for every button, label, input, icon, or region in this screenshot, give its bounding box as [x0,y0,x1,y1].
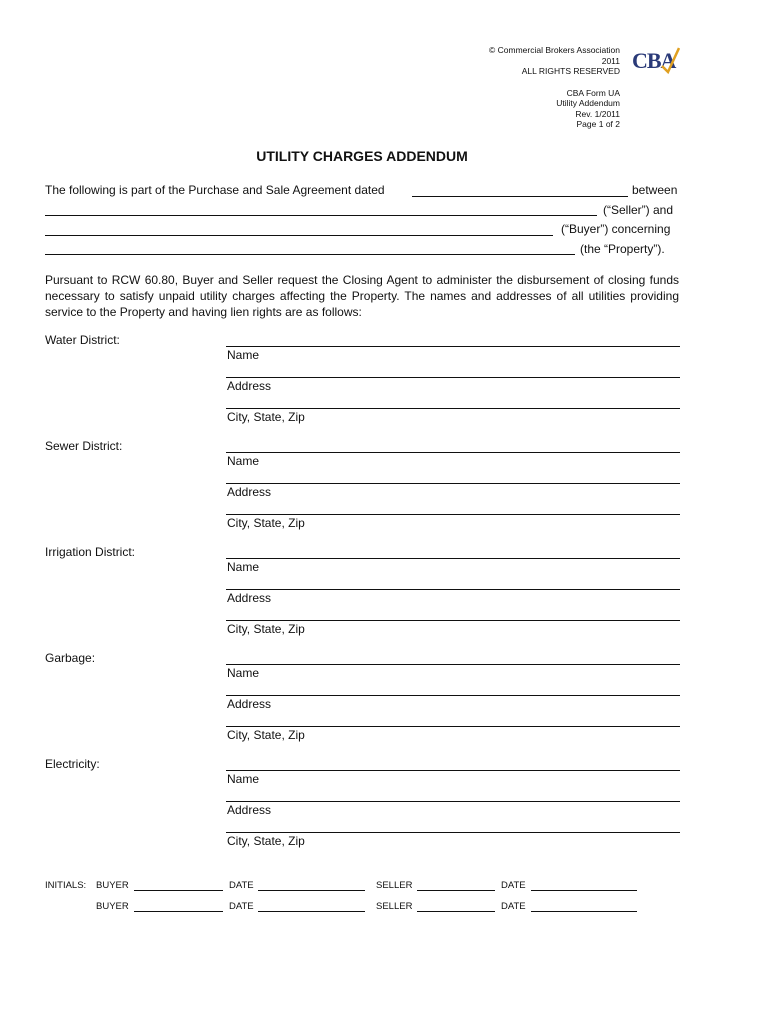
property-field[interactable] [45,254,575,255]
form-revision: Rev. 1/2011 [575,108,620,119]
page-title: UTILITY CHARGES ADDENDUM [256,148,468,164]
header-block [489,45,620,130]
buyer-date-field[interactable] [258,890,365,891]
district-city-label: City, State, Zip [227,622,305,636]
district-name-label: Name [227,454,260,468]
rcw-paragraph: Pursuant to RCW 60.80, Buyer and Seller request the Closing Agent to administer the disbursement of closing funds necessary to satisfy unpaid utility charges affecting the Property. The names and addresses of all utilities providing service to the Property and having lien rights are as follows: [45,273,679,319]
seller-date-field[interactable] [531,890,637,891]
district-label: Electricity: [45,757,100,771]
page-number: Page 1 of 2 [576,119,620,129]
district-name-label: Name [227,772,260,786]
seller-date-field[interactable] [531,911,637,912]
district-label: Garbage: [45,651,96,665]
district-name-label: Name [227,560,260,574]
logo-check-icon [632,44,680,76]
buyer-initials-label: BUYER [96,880,129,891]
district-name-field[interactable] [226,770,680,771]
district-label: Sewer District: [45,439,123,453]
district-address-field[interactable] [226,801,680,802]
district-address-field[interactable] [226,695,680,696]
intro-line1-prefix: The following is part of the Purchase and Sale Agreement dated [45,183,385,197]
buyer-date-label: DATE [229,901,254,912]
rights-text: ALL RIGHTS RESERVED [521,66,620,76]
district-city-field[interactable] [226,832,680,833]
district-city-label: City, State, Zip [227,410,305,424]
district-label: Irrigation District: [45,545,136,559]
buyer-initials-field[interactable] [134,890,223,891]
seller-date-label: DATE [501,901,526,912]
district-label: Water District: [45,333,120,347]
district-address-label: Address [227,697,272,711]
seller-initials-field[interactable] [417,890,495,891]
buyer-label: (“Buyer”) concerning [561,222,671,236]
district-name-field[interactable] [226,558,680,559]
district-address-label: Address [227,803,272,817]
district-name-label: Name [227,348,260,362]
seller-label: (“Seller”) and [603,203,674,217]
logo-text: CBA [632,48,676,73]
buyer-initials-field[interactable] [134,911,223,912]
district-city-field[interactable] [226,514,680,515]
agreement-date-field[interactable] [412,196,628,197]
district-city-label: City, State, Zip [227,728,305,742]
district-city-label: City, State, Zip [227,516,305,530]
district-name-field[interactable] [226,664,680,665]
district-address-field[interactable] [226,483,680,484]
cba-logo [632,44,680,76]
seller-initials-label: SELLER [376,880,413,891]
buyer-initials-label: BUYER [96,901,129,912]
initials-label: INITIALS: [45,880,87,891]
district-name-label: Name [227,666,260,680]
district-city-field[interactable] [226,408,680,409]
district-name-field[interactable] [226,452,680,453]
district-address-label: Address [227,485,272,499]
seller-field[interactable] [45,215,597,216]
seller-initials-field[interactable] [417,911,495,912]
seller-date-label: DATE [501,880,526,891]
seller-initials-label: SELLER [376,901,413,912]
property-label: (the “Property”). [580,242,665,256]
form-id: CBA Form UA [566,87,620,98]
district-name-field[interactable] [226,346,680,347]
copyright-text: © Commercial Brokers Association [489,45,620,55]
district-address-label: Address [227,591,272,605]
district-city-field[interactable] [226,620,680,621]
district-address-field[interactable] [226,589,680,590]
copyright-year: 2011 [601,55,620,66]
buyer-field[interactable] [45,235,553,236]
district-address-label: Address [227,379,272,393]
buyer-date-field[interactable] [258,911,365,912]
district-city-label: City, State, Zip [227,834,305,848]
buyer-date-label: DATE [229,880,254,891]
intro-line1-suffix: between [632,183,678,197]
district-address-field[interactable] [226,377,680,378]
district-city-field[interactable] [226,726,680,727]
form-name: Utility Addendum [556,98,620,108]
